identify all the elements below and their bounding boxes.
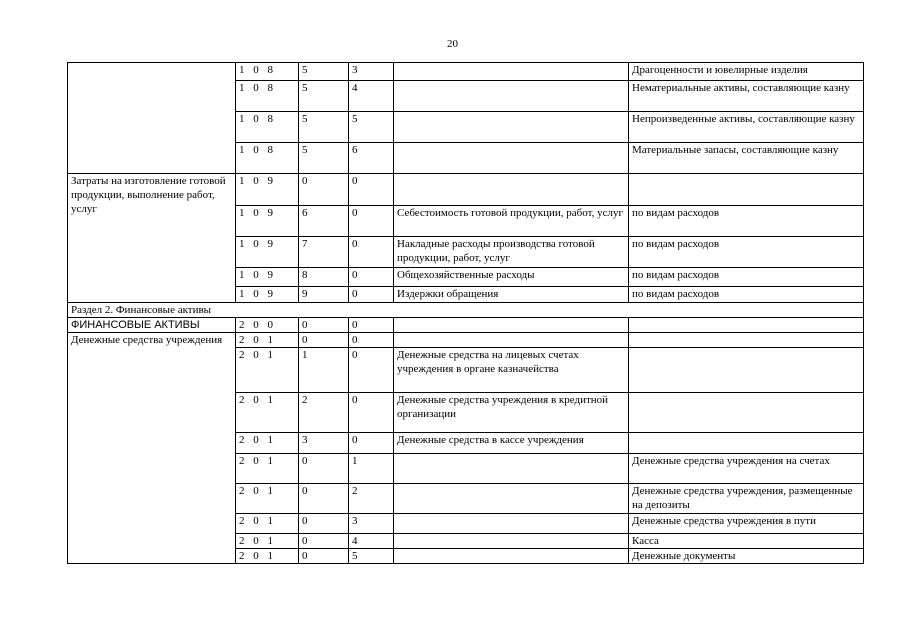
code-cell: 2 0 1 <box>236 514 299 534</box>
subcode-cell: 3 <box>299 433 349 454</box>
note-cell <box>629 174 864 206</box>
table-row <box>68 333 864 348</box>
subcode-cell: 5 <box>299 63 349 81</box>
code-cell: 1 0 9 <box>236 206 299 237</box>
subcode-cell: 2 <box>299 393 349 433</box>
note-cell <box>629 433 864 454</box>
subcode-cell: 5 <box>299 112 349 143</box>
desc-cell <box>394 143 629 174</box>
code-cell: 2 0 1 <box>236 484 299 514</box>
subcode-cell: 0 <box>349 206 394 237</box>
subcode-cell: 0 <box>349 287 394 303</box>
subcode-cell: 3 <box>349 514 394 534</box>
subcode-cell: 0 <box>349 268 394 287</box>
code-cell: 2 0 1 <box>236 348 299 393</box>
subcode-cell: 0 <box>349 433 394 454</box>
subcode-cell: 1 <box>299 348 349 393</box>
desc-cell <box>394 63 629 81</box>
note-cell: Непроизведенные активы, составляющие казну <box>629 112 864 143</box>
desc-cell <box>394 549 629 564</box>
subcode-cell: 5 <box>349 549 394 564</box>
subcode-cell: 0 <box>299 174 349 206</box>
note-cell: Денежные средства учреждения в пути <box>629 514 864 534</box>
group-label-cash: Денежные средства учреждения <box>68 333 236 564</box>
section-row <box>68 303 864 318</box>
accounts-table <box>67 62 864 564</box>
note-cell <box>629 393 864 433</box>
code-cell: 1 0 9 <box>236 287 299 303</box>
group-label-fin-assets: ФИНАНСОВЫЕ АКТИВЫ <box>68 318 236 333</box>
desc-cell <box>394 534 629 549</box>
page-number: 20 <box>447 38 458 50</box>
subcode-cell: 0 <box>349 393 394 433</box>
note-cell: по видам расходов <box>629 206 864 237</box>
subcode-cell: 0 <box>299 534 349 549</box>
code-cell: 1 0 8 <box>236 81 299 112</box>
desc-cell <box>394 484 629 514</box>
note-cell: Денежные документы <box>629 549 864 564</box>
note-cell: Денежные средства учреждения на счетах <box>629 454 864 484</box>
subcode-cell: 0 <box>299 549 349 564</box>
subcode-cell: 6 <box>349 143 394 174</box>
code-cell: 1 0 8 <box>236 143 299 174</box>
subcode-cell: 3 <box>349 63 394 81</box>
subcode-cell: 0 <box>299 318 349 333</box>
desc-cell <box>394 318 629 333</box>
subcode-cell: 0 <box>349 333 394 348</box>
note-cell <box>629 318 864 333</box>
desc-cell: Денежные средства на лицевых счетах учреждения в органе казначейства <box>394 348 629 393</box>
table-row <box>68 318 864 333</box>
desc-cell <box>394 81 629 112</box>
subcode-cell: 1 <box>349 454 394 484</box>
desc-cell <box>394 112 629 143</box>
table-row <box>68 174 864 206</box>
group-label-zatraty: Затраты на изготовление готовой продукции, выполнение работ, услуг <box>68 174 236 303</box>
section-heading: Раздел 2. Финансовые активы <box>68 303 864 318</box>
subcode-cell: 5 <box>349 112 394 143</box>
subcode-cell: 4 <box>349 534 394 549</box>
code-cell: 2 0 1 <box>236 433 299 454</box>
subcode-cell: 2 <box>349 484 394 514</box>
subcode-cell: 9 <box>299 287 349 303</box>
note-cell: по видам расходов <box>629 237 864 268</box>
note-cell <box>629 348 864 393</box>
code-cell: 1 0 9 <box>236 237 299 268</box>
code-cell: 2 0 1 <box>236 549 299 564</box>
desc-cell: Издержки обращения <box>394 287 629 303</box>
desc-cell: Денежные средства учреждения в кредитной организации <box>394 393 629 433</box>
subcode-cell: 7 <box>299 237 349 268</box>
subcode-cell: 6 <box>299 206 349 237</box>
subcode-cell: 0 <box>299 454 349 484</box>
code-cell: 1 0 9 <box>236 268 299 287</box>
note-cell <box>629 333 864 348</box>
desc-cell <box>394 174 629 206</box>
code-cell: 2 0 0 <box>236 318 299 333</box>
subcode-cell: 0 <box>299 484 349 514</box>
note-cell: Материальные запасы, составляющие казну <box>629 143 864 174</box>
desc-cell <box>394 333 629 348</box>
subcode-cell: 8 <box>299 268 349 287</box>
note-cell: Денежные средства учреждения, размещенные на депозиты <box>629 484 864 514</box>
note-cell: по видам расходов <box>629 287 864 303</box>
note-cell: по видам расходов <box>629 268 864 287</box>
desc-cell: Общехозяйственные расходы <box>394 268 629 287</box>
desc-cell: Денежные средства в кассе учреждения <box>394 433 629 454</box>
subcode-cell: 0 <box>349 348 394 393</box>
code-cell: 2 0 1 <box>236 534 299 549</box>
desc-cell: Накладные расходы производства готовой продукции, работ, услуг <box>394 237 629 268</box>
note-cell: Нематериальные активы, составляющие казну <box>629 81 864 112</box>
subcode-cell: 5 <box>299 81 349 112</box>
desc-cell: Себестоимость готовой продукции, работ, услуг <box>394 206 629 237</box>
desc-cell <box>394 514 629 534</box>
subcode-cell: 5 <box>299 143 349 174</box>
note-cell: Касса <box>629 534 864 549</box>
subcode-cell: 0 <box>349 174 394 206</box>
subcode-cell: 4 <box>349 81 394 112</box>
note-cell: Драгоценности и ювелирные изделия <box>629 63 864 81</box>
desc-cell <box>394 454 629 484</box>
group-cell-empty <box>68 63 236 174</box>
subcode-cell: 0 <box>299 514 349 534</box>
table-row <box>68 63 864 81</box>
code-cell: 2 0 1 <box>236 333 299 348</box>
code-cell: 1 0 8 <box>236 112 299 143</box>
subcode-cell: 0 <box>349 237 394 268</box>
code-cell: 1 0 9 <box>236 174 299 206</box>
subcode-cell: 0 <box>299 333 349 348</box>
subcode-cell: 0 <box>349 318 394 333</box>
code-cell: 1 0 8 <box>236 63 299 81</box>
code-cell: 2 0 1 <box>236 393 299 433</box>
code-cell: 2 0 1 <box>236 454 299 484</box>
